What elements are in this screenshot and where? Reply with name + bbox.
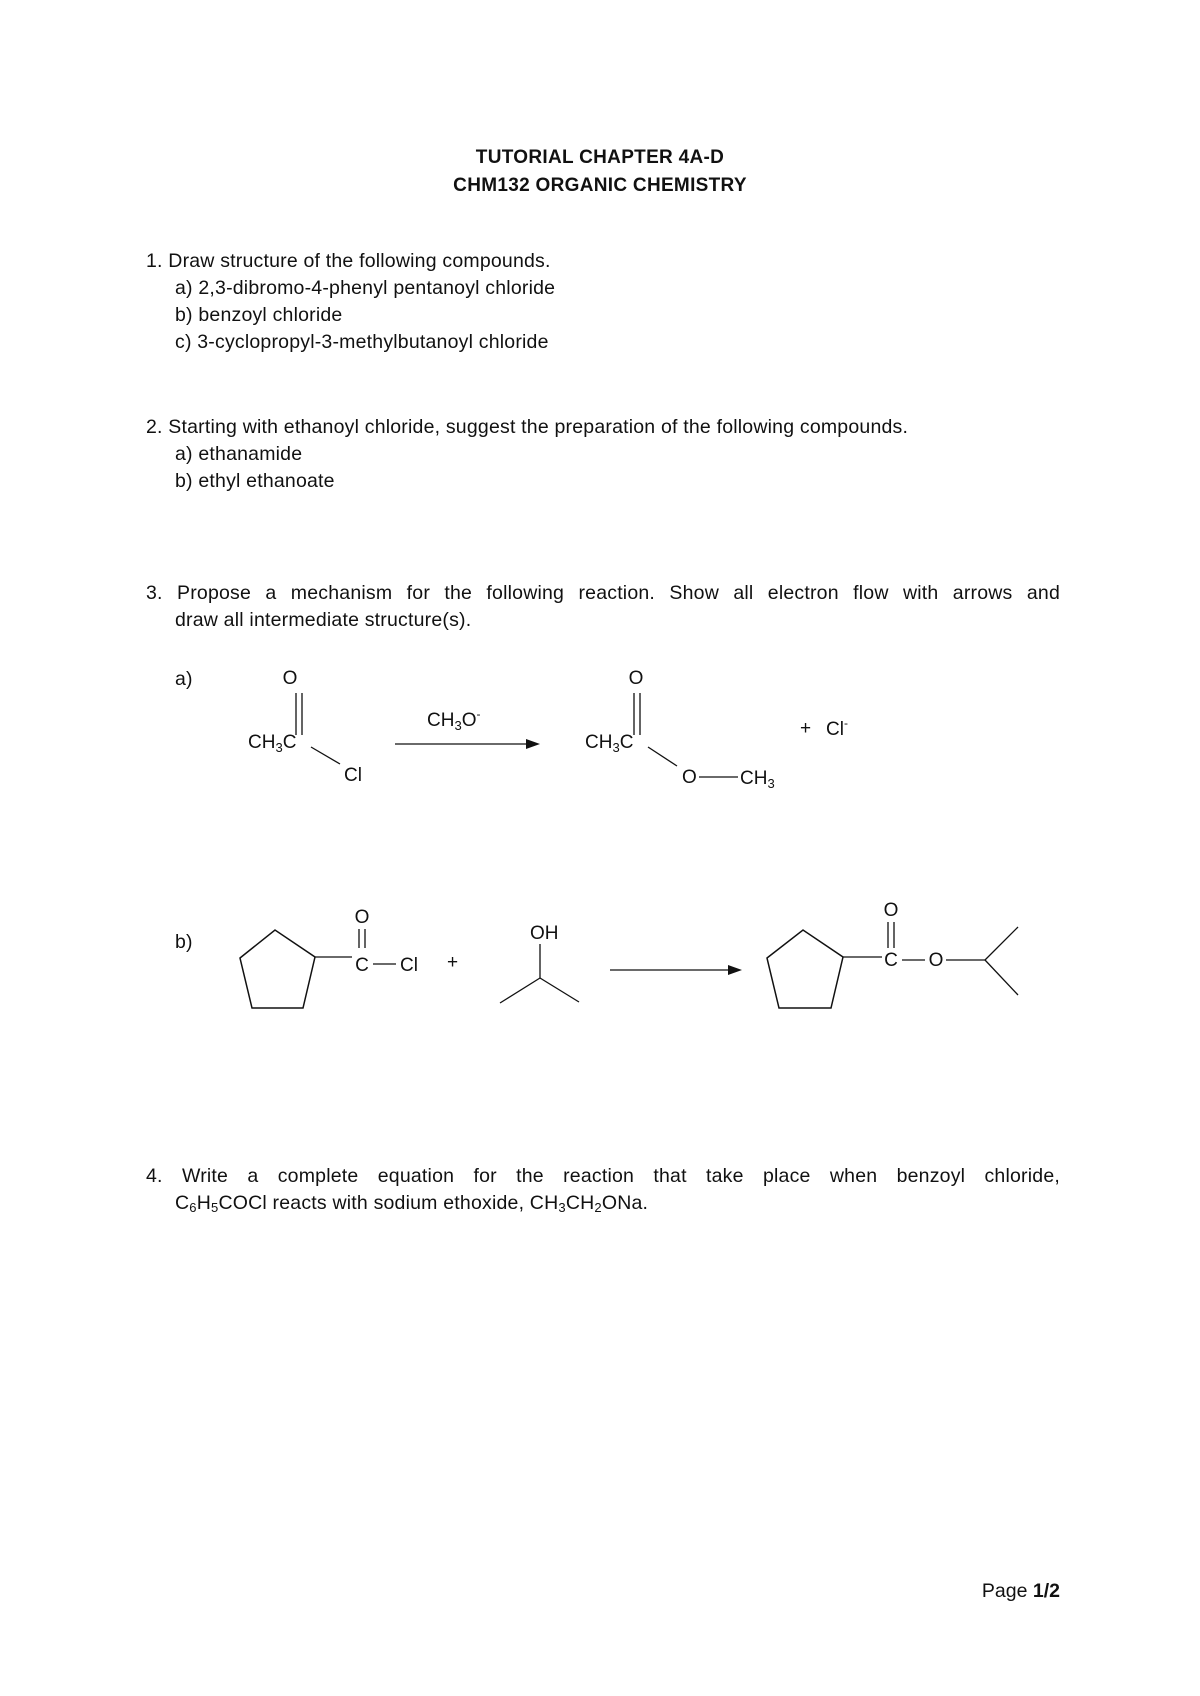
alcohol-methyl-bond-left: [500, 978, 540, 1003]
part-b-label: b): [175, 931, 193, 953]
reagent-methoxide: $CH_3O^-$: [427, 707, 481, 733]
question-1-item-c: c) 3-cyclopropyl-3-methylbutanoyl chloride: [175, 331, 549, 353]
acyl-chlorine: Cl: [400, 955, 418, 976]
cyclopentane-ring-reactant: [240, 930, 315, 1008]
acyl-carbon: C: [355, 955, 369, 976]
question-4-prompt-line2: $C_6H_5COCl$ reacts with sodium ethoxide, $CH_3CH_2ONa$.: [175, 1192, 649, 1215]
page-number: Page 1/2: [981, 1580, 1060, 1602]
reactant-chlorine: Cl: [344, 765, 362, 786]
product-carbonyl-oxygen: O: [628, 668, 644, 689]
product-terminal-methyl: $CH_3$: [740, 768, 775, 791]
reactant-plus: +: [447, 952, 459, 973]
question-1-prompt: 1. Draw structure of the following compounds.: [146, 250, 551, 272]
alcohol-methyl-bond-right: [540, 978, 579, 1002]
ester-carbon: C: [884, 950, 898, 971]
alcohol-hydroxyl: OH: [530, 923, 559, 944]
course-title: CHM132 ORGANIC CHEMISTRY: [453, 175, 747, 196]
question-4-prompt-line1: 4. Write a complete equation for the reaction that take place when benzoyl chloride,: [146, 1165, 1060, 1187]
isopropyl-methyl-bond-up: [985, 927, 1018, 960]
isopropyl-methyl-bond-down: [985, 960, 1018, 995]
reactant-methyl-label: $CH_3C$: [248, 732, 297, 755]
question-3-prompt-line1: 3. Propose a mechanism for the following reaction. Show all electron flow with arrows and: [146, 582, 1060, 604]
acyl-carbonyl-oxygen: O: [354, 907, 370, 928]
cyclopentane-ring-product: [767, 930, 843, 1008]
ester-carbonyl-oxygen: O: [883, 900, 899, 921]
byproduct-chloride: Cl-: [826, 716, 848, 740]
page-title: TUTORIAL CHAPTER 4A-D: [475, 147, 725, 168]
reaction-arrowhead-b: [728, 965, 742, 975]
question-3-prompt-line2: draw all intermediate structure(s).: [175, 609, 472, 631]
product-methyl-label: $CH_3C$: [585, 732, 634, 755]
question-1-item-b: b) benzoyl chloride: [175, 304, 343, 326]
question-2-item-b: b) ethyl ethanoate: [175, 470, 335, 492]
question-2-prompt: 2. Starting with ethanoyl chloride, suggest the preparation of the following compounds.: [146, 416, 909, 438]
reactant-carbonyl-oxygen: O: [282, 668, 298, 689]
product-ester-oxygen: O: [682, 767, 697, 788]
question-1-item-a: a) 2,3-dibromo-4-phenyl pentanoyl chloride: [175, 277, 556, 299]
ester-oxygen: O: [928, 950, 944, 971]
byproduct-plus: +: [800, 718, 812, 739]
part-a-label: a): [175, 668, 193, 690]
question-2-item-a: a) ethanamide: [175, 443, 303, 465]
